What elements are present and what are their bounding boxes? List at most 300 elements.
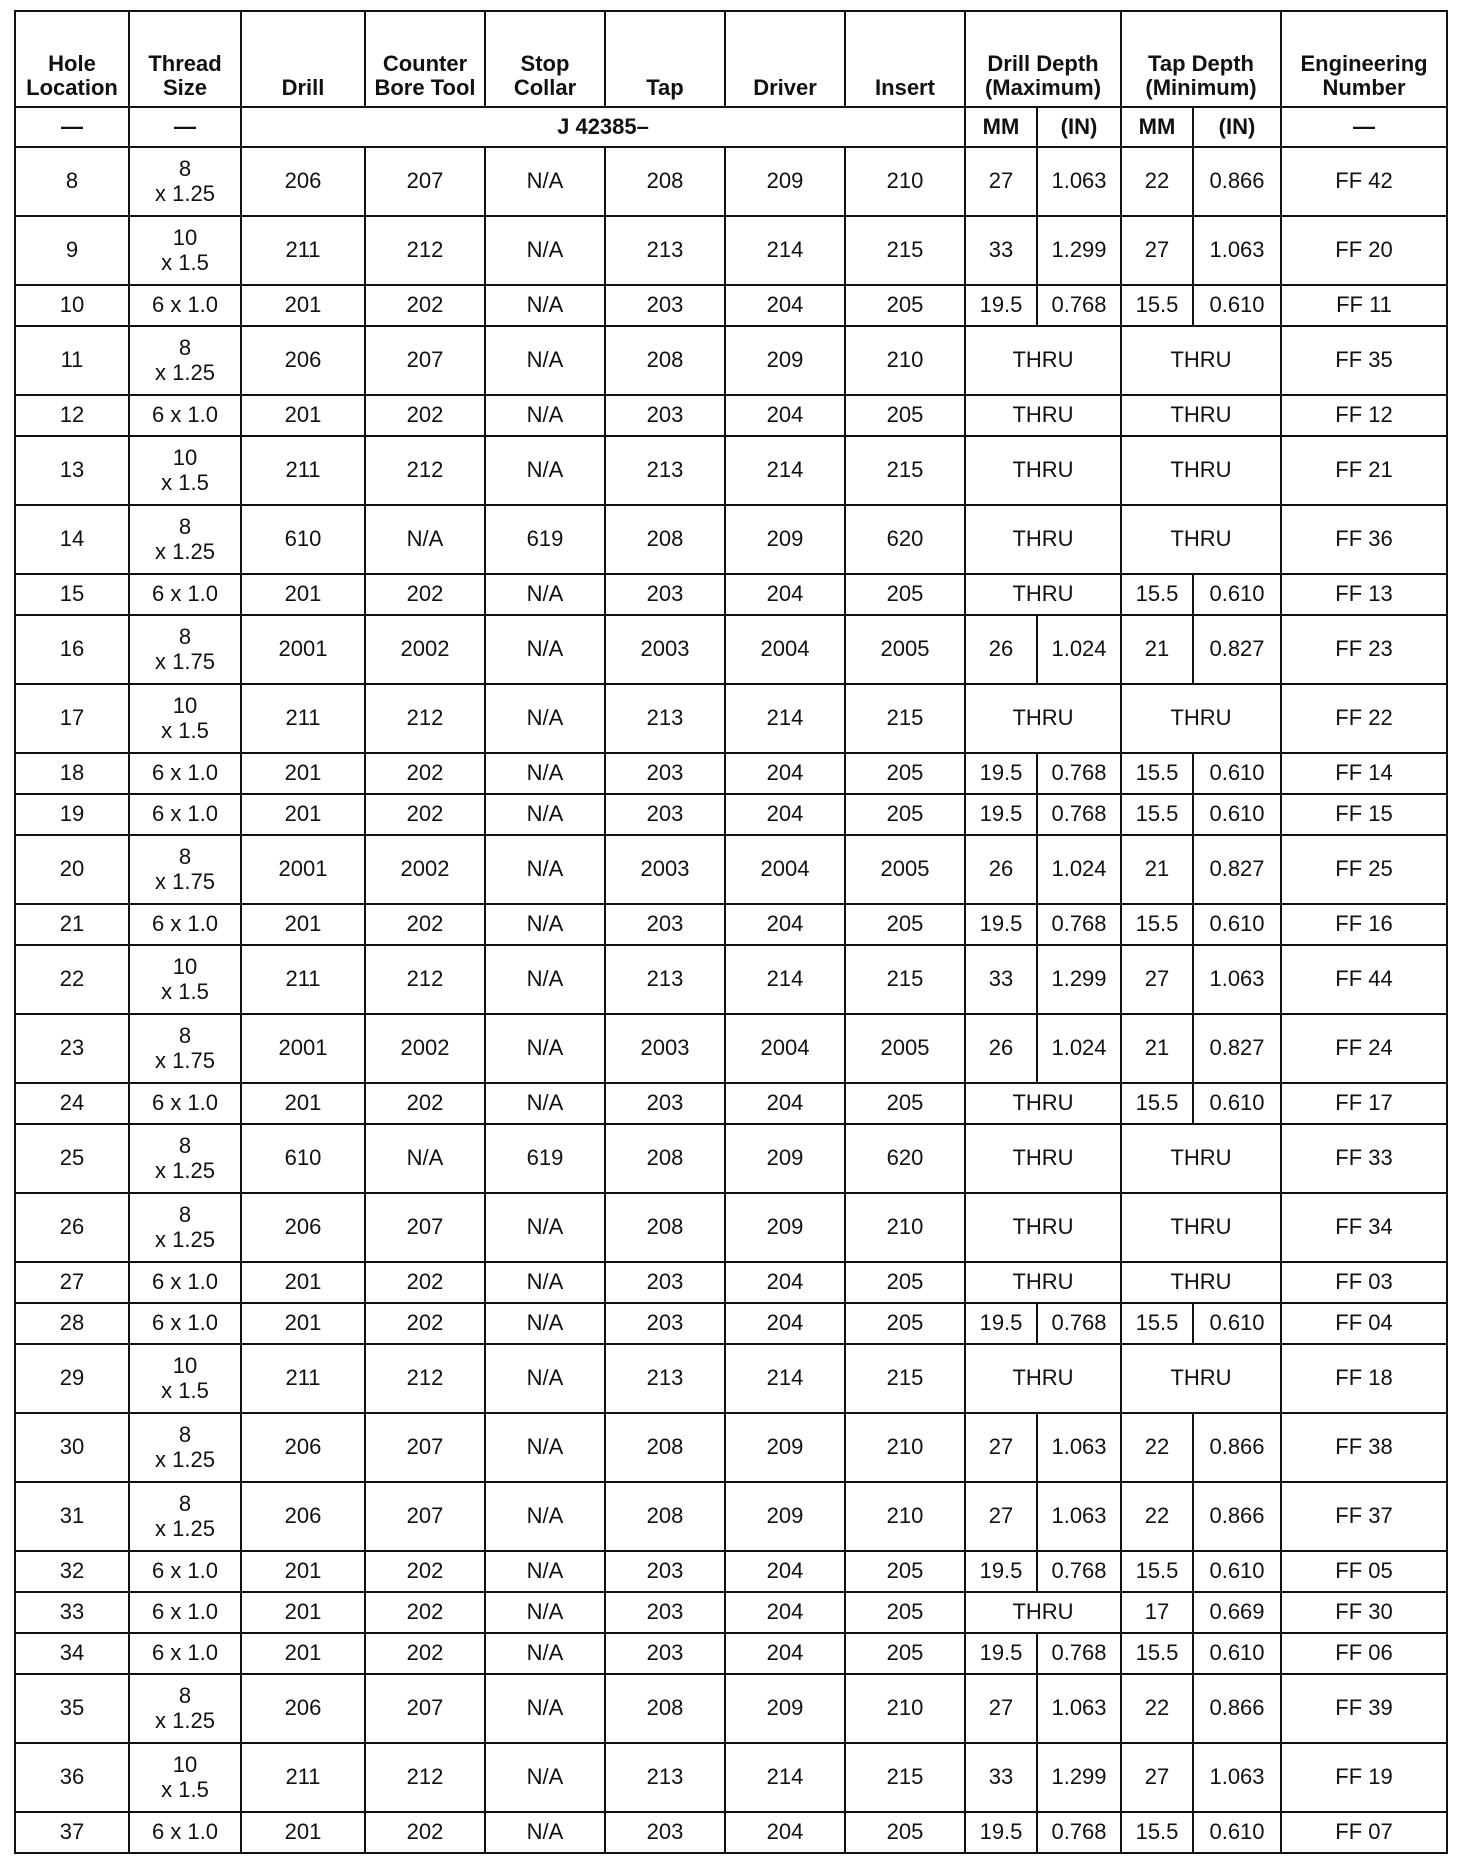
drill-depth-mm-cell: 19.5 bbox=[965, 1303, 1037, 1344]
tap-cell: 203 bbox=[605, 794, 725, 835]
thread-size-diameter: 8 bbox=[178, 1422, 192, 1448]
engineering-number-cell: FF 18 bbox=[1281, 1344, 1447, 1413]
counter-bore-tool-cell: 202 bbox=[365, 794, 485, 835]
insert-cell: 205 bbox=[845, 1812, 965, 1853]
table-row bbox=[15, 1743, 1447, 1812]
table-row bbox=[15, 1413, 1447, 1482]
tap-depth-thru-cell: THRU bbox=[1121, 684, 1281, 753]
thread-size-cell bbox=[129, 1743, 241, 1812]
tap-depth-thru-cell: THRU bbox=[1121, 1262, 1281, 1303]
drill-depth-thru-cell: THRU bbox=[965, 436, 1121, 505]
engineering-number-cell: FF 17 bbox=[1281, 1083, 1447, 1124]
drill-depth-in-cell: 1.024 bbox=[1037, 615, 1121, 684]
hole-location-cell: 29 bbox=[15, 1344, 129, 1413]
tap-depth-in-cell: 0.610 bbox=[1193, 1633, 1281, 1674]
subheader-hole-location: — bbox=[15, 107, 129, 147]
thread-size-cell: 6 x 1.0 bbox=[129, 1592, 241, 1633]
drill-cell: 206 bbox=[241, 1413, 365, 1482]
insert-cell: 205 bbox=[845, 904, 965, 945]
insert-cell: 215 bbox=[845, 1743, 965, 1812]
hole-location-cell: 9 bbox=[15, 216, 129, 285]
counter-bore-tool-cell: N/A bbox=[365, 1124, 485, 1193]
drill-cell: 610 bbox=[241, 505, 365, 574]
insert-cell: 215 bbox=[845, 1344, 965, 1413]
hole-location-cell: 34 bbox=[15, 1633, 129, 1674]
drill-depth-in-cell: 1.063 bbox=[1037, 1482, 1121, 1551]
tap-depth-mm-cell: 15.5 bbox=[1121, 1303, 1193, 1344]
header-drill-depth: Drill Depth (Maximum) bbox=[965, 11, 1121, 107]
engineering-number-cell: FF 34 bbox=[1281, 1193, 1447, 1262]
drill-cell: 201 bbox=[241, 395, 365, 436]
drill-depth-mm-cell: 27 bbox=[965, 1482, 1037, 1551]
engineering-number-cell: FF 03 bbox=[1281, 1262, 1447, 1303]
thread-size-pitch: x 1.25 bbox=[155, 359, 215, 385]
thread-size-cell: 6 x 1.0 bbox=[129, 395, 241, 436]
drill-depth-thru-cell: THRU bbox=[965, 1124, 1121, 1193]
thread-size-cell: 6 x 1.0 bbox=[129, 574, 241, 615]
drill-cell: 211 bbox=[241, 945, 365, 1014]
counter-bore-tool-cell: 212 bbox=[365, 216, 485, 285]
engineering-number-cell: FF 30 bbox=[1281, 1592, 1447, 1633]
tap-cell: 208 bbox=[605, 1413, 725, 1482]
hole-location-cell: 22 bbox=[15, 945, 129, 1014]
tap-depth-mm-cell: 22 bbox=[1121, 147, 1193, 216]
stop-collar-cell: N/A bbox=[485, 1344, 605, 1413]
tap-depth-mm-cell: 15.5 bbox=[1121, 904, 1193, 945]
stop-collar-cell: N/A bbox=[485, 326, 605, 395]
tap-cell: 208 bbox=[605, 1482, 725, 1551]
driver-cell: 204 bbox=[725, 1262, 845, 1303]
hole-location-cell: 16 bbox=[15, 615, 129, 684]
hole-location-cell: 25 bbox=[15, 1124, 129, 1193]
hole-location-cell: 36 bbox=[15, 1743, 129, 1812]
thread-size-cell: 6 x 1.0 bbox=[129, 1083, 241, 1124]
drill-depth-in-cell: 1.063 bbox=[1037, 1413, 1121, 1482]
tap-depth-in-cell: 1.063 bbox=[1193, 1743, 1281, 1812]
thread-size-cell: 6 x 1.0 bbox=[129, 1303, 241, 1344]
engineering-number-cell: FF 04 bbox=[1281, 1303, 1447, 1344]
drill-depth-mm-cell: 19.5 bbox=[965, 285, 1037, 326]
tap-cell: 213 bbox=[605, 1743, 725, 1812]
drill-depth-thru-cell: THRU bbox=[965, 574, 1121, 615]
hole-location-cell: 11 bbox=[15, 326, 129, 395]
table-row bbox=[15, 1083, 1447, 1124]
tap-depth-in-cell: 0.610 bbox=[1193, 1812, 1281, 1853]
stop-collar-cell: N/A bbox=[485, 1262, 605, 1303]
thread-size-diameter: 8 bbox=[178, 844, 192, 870]
driver-cell: 204 bbox=[725, 285, 845, 326]
table-row bbox=[15, 1551, 1447, 1592]
thread-size-pitch: x 1.25 bbox=[155, 1515, 215, 1541]
counter-bore-tool-cell: 207 bbox=[365, 1193, 485, 1262]
tap-cell: 203 bbox=[605, 1303, 725, 1344]
driver-cell: 209 bbox=[725, 1674, 845, 1743]
thread-size-cell bbox=[129, 326, 241, 395]
drill-depth-thru-cell: THRU bbox=[965, 326, 1121, 395]
counter-bore-tool-cell: 207 bbox=[365, 1482, 485, 1551]
table-row bbox=[15, 395, 1447, 436]
drill-depth-mm-cell: 27 bbox=[965, 1413, 1037, 1482]
table-row bbox=[15, 1014, 1447, 1083]
drill-depth-mm-cell: 26 bbox=[965, 835, 1037, 904]
tap-depth-thru-cell: THRU bbox=[1121, 1344, 1281, 1413]
tap-cell: 208 bbox=[605, 505, 725, 574]
counter-bore-tool-cell: 202 bbox=[365, 1262, 485, 1303]
engineering-number-cell: FF 16 bbox=[1281, 904, 1447, 945]
thread-size-diameter: 8 bbox=[178, 156, 192, 182]
stop-collar-cell: N/A bbox=[485, 1592, 605, 1633]
drill-depth-in-cell: 0.768 bbox=[1037, 1303, 1121, 1344]
tap-cell: 203 bbox=[605, 1633, 725, 1674]
table-row bbox=[15, 1812, 1447, 1853]
tap-cell: 208 bbox=[605, 1124, 725, 1193]
counter-bore-tool-cell: 202 bbox=[365, 574, 485, 615]
drill-depth-mm-cell: 33 bbox=[965, 945, 1037, 1014]
insert-cell: 210 bbox=[845, 326, 965, 395]
tap-depth-in-cell: 0.610 bbox=[1193, 753, 1281, 794]
subheader-drill-mm: MM bbox=[965, 107, 1037, 147]
insert-cell: 210 bbox=[845, 1674, 965, 1743]
tap-cell: 203 bbox=[605, 1812, 725, 1853]
tap-depth-in-cell: 0.610 bbox=[1193, 794, 1281, 835]
counter-bore-tool-cell: 212 bbox=[365, 945, 485, 1014]
stop-collar-cell: N/A bbox=[485, 1482, 605, 1551]
hole-location-cell: 17 bbox=[15, 684, 129, 753]
hole-location-cell: 15 bbox=[15, 574, 129, 615]
drill-depth-thru-cell: THRU bbox=[965, 1193, 1121, 1262]
engineering-number-cell: FF 22 bbox=[1281, 684, 1447, 753]
drill-depth-mm-cell: 33 bbox=[965, 216, 1037, 285]
table-row bbox=[15, 1592, 1447, 1633]
stop-collar-cell: 619 bbox=[485, 1124, 605, 1193]
tap-depth-in-cell: 0.866 bbox=[1193, 1482, 1281, 1551]
driver-cell: 214 bbox=[725, 1344, 845, 1413]
tap-depth-in-cell: 0.610 bbox=[1193, 1083, 1281, 1124]
insert-cell: 205 bbox=[845, 1083, 965, 1124]
tap-depth-mm-cell: 15.5 bbox=[1121, 1551, 1193, 1592]
stop-collar-cell: N/A bbox=[485, 436, 605, 505]
table-row bbox=[15, 436, 1447, 505]
thread-size-pitch: x 1.5 bbox=[161, 1377, 209, 1403]
stop-collar-cell: N/A bbox=[485, 395, 605, 436]
drill-cell: 211 bbox=[241, 1344, 365, 1413]
thread-size-cell: 6 x 1.0 bbox=[129, 285, 241, 326]
subheader-tap-mm: MM bbox=[1121, 107, 1193, 147]
insert-cell: 210 bbox=[845, 1193, 965, 1262]
stop-collar-cell: N/A bbox=[485, 1743, 605, 1812]
insert-cell: 215 bbox=[845, 945, 965, 1014]
stop-collar-cell: N/A bbox=[485, 1413, 605, 1482]
drill-cell: 211 bbox=[241, 216, 365, 285]
tap-cell: 203 bbox=[605, 1262, 725, 1303]
engineering-number-cell: FF 23 bbox=[1281, 615, 1447, 684]
drill-depth-in-cell: 1.299 bbox=[1037, 945, 1121, 1014]
drill-depth-thru-cell: THRU bbox=[965, 1262, 1121, 1303]
drill-depth-thru-cell: THRU bbox=[965, 684, 1121, 753]
thread-size-diameter: 8 bbox=[178, 1491, 192, 1517]
stop-collar-cell: N/A bbox=[485, 794, 605, 835]
drill-depth-in-cell: 0.768 bbox=[1037, 1812, 1121, 1853]
table-body bbox=[15, 147, 1447, 1853]
hole-location-cell: 21 bbox=[15, 904, 129, 945]
drill-depth-in-cell: 0.768 bbox=[1037, 904, 1121, 945]
tap-depth-in-cell: 0.866 bbox=[1193, 1413, 1281, 1482]
counter-bore-tool-cell: 202 bbox=[365, 1083, 485, 1124]
header-stop-collar: Stop Collar bbox=[485, 11, 605, 107]
tap-cell: 203 bbox=[605, 1551, 725, 1592]
thread-size-cell bbox=[129, 436, 241, 505]
tap-depth-mm-cell: 15.5 bbox=[1121, 1812, 1193, 1853]
counter-bore-tool-cell: 202 bbox=[365, 1551, 485, 1592]
insert-cell: 2005 bbox=[845, 1014, 965, 1083]
thread-size-cell: 6 x 1.0 bbox=[129, 1262, 241, 1303]
table-row bbox=[15, 285, 1447, 326]
header-tap-depth: Tap Depth (Minimum) bbox=[1121, 11, 1281, 107]
driver-cell: 204 bbox=[725, 904, 845, 945]
drill-cell: 206 bbox=[241, 1674, 365, 1743]
tap-depth-mm-cell: 27 bbox=[1121, 945, 1193, 1014]
insert-cell: 210 bbox=[845, 1413, 965, 1482]
tap-cell: 2003 bbox=[605, 835, 725, 904]
driver-cell: 204 bbox=[725, 574, 845, 615]
tap-depth-mm-cell: 15.5 bbox=[1121, 753, 1193, 794]
thread-size-diameter: 8 bbox=[178, 335, 192, 361]
engineering-number-cell: FF 21 bbox=[1281, 436, 1447, 505]
engineering-number-cell: FF 36 bbox=[1281, 505, 1447, 574]
hole-location-cell: 28 bbox=[15, 1303, 129, 1344]
drill-cell: 206 bbox=[241, 1482, 365, 1551]
insert-cell: 620 bbox=[845, 1124, 965, 1193]
insert-cell: 205 bbox=[845, 395, 965, 436]
driver-cell: 204 bbox=[725, 1812, 845, 1853]
stop-collar-cell: N/A bbox=[485, 1812, 605, 1853]
counter-bore-tool-cell: 212 bbox=[365, 1743, 485, 1812]
tap-depth-in-cell: 0.866 bbox=[1193, 147, 1281, 216]
driver-cell: 2004 bbox=[725, 615, 845, 684]
thread-size-cell bbox=[129, 945, 241, 1014]
table-row bbox=[15, 1482, 1447, 1551]
tap-cell: 203 bbox=[605, 395, 725, 436]
insert-cell: 205 bbox=[845, 574, 965, 615]
engineering-number-cell: FF 35 bbox=[1281, 326, 1447, 395]
tap-depth-mm-cell: 22 bbox=[1121, 1674, 1193, 1743]
hole-location-cell: 8 bbox=[15, 147, 129, 216]
stop-collar-cell: N/A bbox=[485, 1303, 605, 1344]
thread-size-pitch: x 1.5 bbox=[161, 1776, 209, 1802]
engineering-number-cell: FF 24 bbox=[1281, 1014, 1447, 1083]
drill-depth-thru-cell: THRU bbox=[965, 395, 1121, 436]
engineering-number-cell: FF 44 bbox=[1281, 945, 1447, 1014]
stop-collar-cell: N/A bbox=[485, 945, 605, 1014]
drill-cell: 610 bbox=[241, 1124, 365, 1193]
stop-collar-cell: N/A bbox=[485, 1551, 605, 1592]
tap-cell: 213 bbox=[605, 436, 725, 505]
hole-location-cell: 10 bbox=[15, 285, 129, 326]
thread-size-diameter: 10 bbox=[172, 954, 198, 980]
hole-location-cell: 35 bbox=[15, 1674, 129, 1743]
drill-cell: 206 bbox=[241, 147, 365, 216]
drill-depth-thru-cell: THRU bbox=[965, 1592, 1121, 1633]
stop-collar-cell: N/A bbox=[485, 574, 605, 615]
thread-size-cell: 6 x 1.0 bbox=[129, 1812, 241, 1853]
tap-depth-in-cell: 0.610 bbox=[1193, 1551, 1281, 1592]
counter-bore-tool-cell: 202 bbox=[365, 904, 485, 945]
tap-depth-thru-cell: THRU bbox=[1121, 326, 1281, 395]
thread-size-cell bbox=[129, 1674, 241, 1743]
header-row bbox=[15, 11, 1447, 107]
drill-depth-in-cell: 1.299 bbox=[1037, 1743, 1121, 1812]
tap-cell: 213 bbox=[605, 945, 725, 1014]
drill-cell: 201 bbox=[241, 1262, 365, 1303]
tap-depth-in-cell: 0.610 bbox=[1193, 1303, 1281, 1344]
drill-cell: 201 bbox=[241, 753, 365, 794]
thread-size-cell bbox=[129, 684, 241, 753]
table-row bbox=[15, 1262, 1447, 1303]
thread-size-diameter: 8 bbox=[178, 1023, 192, 1049]
engineering-number-cell: FF 06 bbox=[1281, 1633, 1447, 1674]
counter-bore-tool-cell: 202 bbox=[365, 1303, 485, 1344]
stop-collar-cell: N/A bbox=[485, 904, 605, 945]
header-drill: Drill bbox=[241, 11, 365, 107]
counter-bore-tool-cell: 2002 bbox=[365, 615, 485, 684]
thread-size-pitch: x 1.75 bbox=[155, 648, 215, 674]
tap-cell: 203 bbox=[605, 904, 725, 945]
drill-depth-mm-cell: 19.5 bbox=[965, 794, 1037, 835]
drill-depth-mm-cell: 19.5 bbox=[965, 753, 1037, 794]
driver-cell: 209 bbox=[725, 1482, 845, 1551]
hole-location-cell: 18 bbox=[15, 753, 129, 794]
drill-depth-thru-cell: THRU bbox=[965, 1344, 1121, 1413]
stop-collar-cell: N/A bbox=[485, 1014, 605, 1083]
thread-size-cell bbox=[129, 1413, 241, 1482]
tap-cell: 2003 bbox=[605, 615, 725, 684]
drill-cell: 206 bbox=[241, 1193, 365, 1262]
engineering-number-cell: FF 38 bbox=[1281, 1413, 1447, 1482]
subheader-drill-in: (IN) bbox=[1037, 107, 1121, 147]
counter-bore-tool-cell: 202 bbox=[365, 1812, 485, 1853]
thread-size-diameter: 10 bbox=[172, 1752, 198, 1778]
hole-location-cell: 20 bbox=[15, 835, 129, 904]
engineering-number-cell: FF 13 bbox=[1281, 574, 1447, 615]
counter-bore-tool-cell: 207 bbox=[365, 147, 485, 216]
engineering-number-cell: FF 19 bbox=[1281, 1743, 1447, 1812]
thread-size-cell: 6 x 1.0 bbox=[129, 1551, 241, 1592]
thread-size-cell bbox=[129, 835, 241, 904]
engineering-number-cell: FF 07 bbox=[1281, 1812, 1447, 1853]
drill-depth-mm-cell: 19.5 bbox=[965, 1633, 1037, 1674]
drill-depth-mm-cell: 26 bbox=[965, 615, 1037, 684]
thread-size-cell: 6 x 1.0 bbox=[129, 794, 241, 835]
thread-size-pitch: x 1.25 bbox=[155, 1446, 215, 1472]
counter-bore-tool-cell: 202 bbox=[365, 1592, 485, 1633]
engineering-number-cell: FF 14 bbox=[1281, 753, 1447, 794]
drill-cell: 211 bbox=[241, 436, 365, 505]
drill-depth-mm-cell: 27 bbox=[965, 1674, 1037, 1743]
tap-cell: 203 bbox=[605, 753, 725, 794]
table-row bbox=[15, 1674, 1447, 1743]
subheader-thread-size: — bbox=[129, 107, 241, 147]
insert-cell: 205 bbox=[845, 1551, 965, 1592]
table-row bbox=[15, 1633, 1447, 1674]
header-engineering-number: Engineering Number bbox=[1281, 11, 1447, 107]
thread-size-diameter: 8 bbox=[178, 514, 192, 540]
insert-cell: 205 bbox=[845, 1262, 965, 1303]
drill-cell: 201 bbox=[241, 1551, 365, 1592]
driver-cell: 214 bbox=[725, 684, 845, 753]
stop-collar-cell: N/A bbox=[485, 753, 605, 794]
thread-size-pitch: x 1.25 bbox=[155, 180, 215, 206]
header-thread-size: Thread Size bbox=[129, 11, 241, 107]
insert-cell: 215 bbox=[845, 684, 965, 753]
tap-depth-thru-cell: THRU bbox=[1121, 505, 1281, 574]
drill-depth-thru-cell: THRU bbox=[965, 1083, 1121, 1124]
drill-depth-in-cell: 1.063 bbox=[1037, 147, 1121, 216]
hole-location-cell: 33 bbox=[15, 1592, 129, 1633]
tap-cell: 208 bbox=[605, 1674, 725, 1743]
hole-location-cell: 19 bbox=[15, 794, 129, 835]
subheader-tap-in: (IN) bbox=[1193, 107, 1281, 147]
insert-cell: 205 bbox=[845, 794, 965, 835]
drill-cell: 2001 bbox=[241, 1014, 365, 1083]
drill-cell: 211 bbox=[241, 1743, 365, 1812]
tap-cell: 203 bbox=[605, 1083, 725, 1124]
tap-depth-mm-cell: 21 bbox=[1121, 615, 1193, 684]
thread-size-diameter: 8 bbox=[178, 1202, 192, 1228]
stop-collar-cell: N/A bbox=[485, 1674, 605, 1743]
driver-cell: 204 bbox=[725, 1551, 845, 1592]
insert-cell: 2005 bbox=[845, 615, 965, 684]
tap-depth-in-cell: 0.610 bbox=[1193, 574, 1281, 615]
thread-size-pitch: x 1.5 bbox=[161, 978, 209, 1004]
header-insert: Insert bbox=[845, 11, 965, 107]
table-row bbox=[15, 945, 1447, 1014]
driver-cell: 204 bbox=[725, 1633, 845, 1674]
driver-cell: 214 bbox=[725, 216, 845, 285]
table-row bbox=[15, 1303, 1447, 1344]
drill-depth-mm-cell: 27 bbox=[965, 147, 1037, 216]
drill-depth-in-cell: 1.024 bbox=[1037, 1014, 1121, 1083]
thread-size-cell bbox=[129, 1124, 241, 1193]
table-row bbox=[15, 326, 1447, 395]
driver-cell: 204 bbox=[725, 753, 845, 794]
thread-size-diameter: 10 bbox=[172, 225, 198, 251]
drill-depth-in-cell: 1.063 bbox=[1037, 1674, 1121, 1743]
drill-depth-in-cell: 1.299 bbox=[1037, 216, 1121, 285]
tap-depth-mm-cell: 15.5 bbox=[1121, 1633, 1193, 1674]
tap-depth-in-cell: 0.610 bbox=[1193, 904, 1281, 945]
thread-size-cell bbox=[129, 615, 241, 684]
thread-size-cell bbox=[129, 216, 241, 285]
driver-cell: 2004 bbox=[725, 1014, 845, 1083]
thread-size-cell: 6 x 1.0 bbox=[129, 904, 241, 945]
stop-collar-cell: N/A bbox=[485, 684, 605, 753]
tap-depth-mm-cell: 27 bbox=[1121, 1743, 1193, 1812]
engineering-number-cell: FF 42 bbox=[1281, 147, 1447, 216]
counter-bore-tool-cell: 202 bbox=[365, 753, 485, 794]
insert-cell: 205 bbox=[845, 1303, 965, 1344]
thread-size-cell bbox=[129, 1482, 241, 1551]
hole-location-cell: 27 bbox=[15, 1262, 129, 1303]
thread-size-diameter: 10 bbox=[172, 693, 198, 719]
stop-collar-cell: N/A bbox=[485, 1083, 605, 1124]
thread-size-cell bbox=[129, 1344, 241, 1413]
tap-cell: 208 bbox=[605, 326, 725, 395]
counter-bore-tool-cell: 2002 bbox=[365, 835, 485, 904]
tap-depth-in-cell: 1.063 bbox=[1193, 216, 1281, 285]
counter-bore-tool-cell: 202 bbox=[365, 395, 485, 436]
tap-depth-in-cell: 0.827 bbox=[1193, 1014, 1281, 1083]
tap-depth-in-cell: 0.866 bbox=[1193, 1674, 1281, 1743]
